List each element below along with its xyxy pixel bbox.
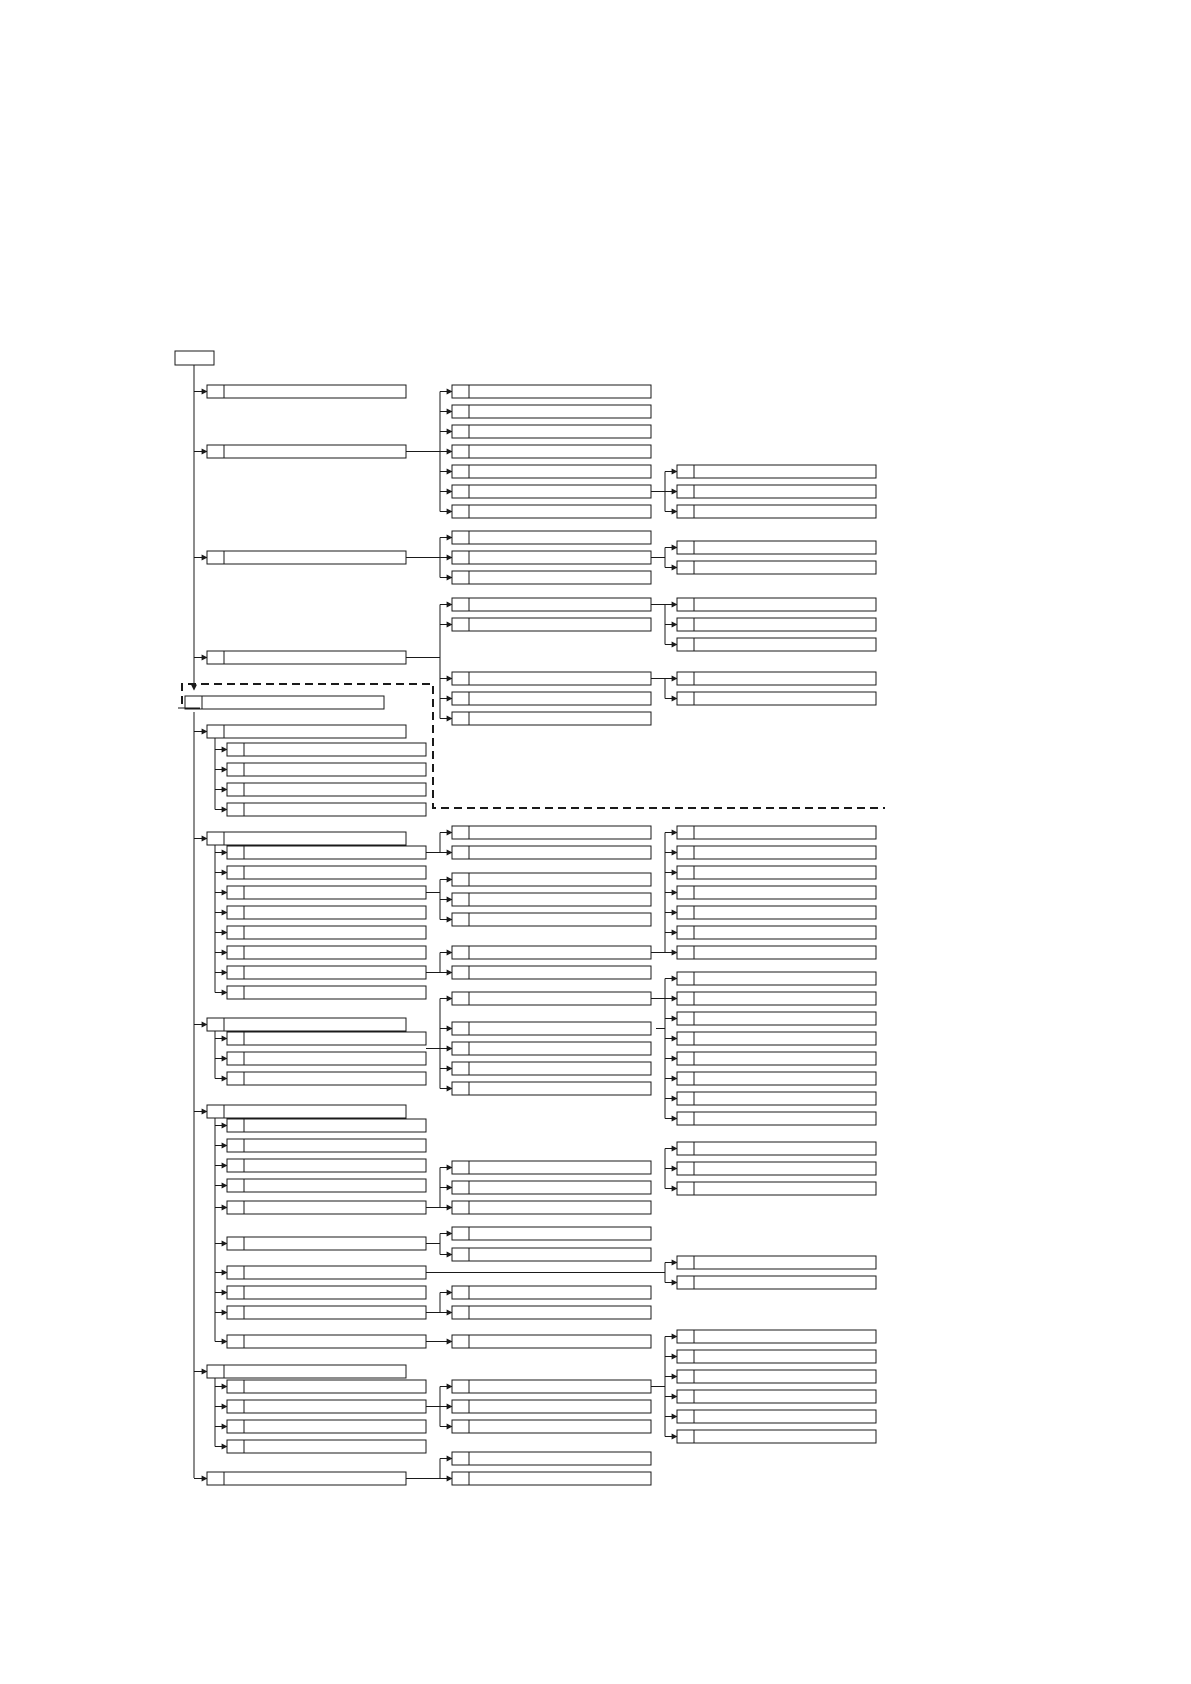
level4-node [677, 1112, 876, 1125]
level4-node [677, 1092, 876, 1105]
level1-node [207, 551, 406, 564]
level3-node [452, 913, 651, 926]
level3-node [452, 1380, 651, 1393]
level3-node [452, 465, 651, 478]
level2-node [227, 763, 426, 776]
level3-node [452, 873, 651, 886]
level2-node [227, 986, 426, 999]
level2-node [227, 1032, 426, 1045]
level3-node [452, 992, 651, 1005]
level3-node [452, 1022, 651, 1035]
level2-node [227, 783, 426, 796]
level3-node [452, 1400, 651, 1413]
level3-node [452, 1420, 651, 1433]
level4-node [677, 1142, 876, 1155]
level3-node [452, 893, 651, 906]
level4-node [677, 946, 876, 959]
level4-node [677, 505, 876, 518]
level3-node [452, 531, 651, 544]
level4-node [677, 1390, 876, 1403]
level2-node [227, 866, 426, 879]
level4-node [677, 1330, 876, 1343]
level2-node [227, 1286, 426, 1299]
level3-node [452, 551, 651, 564]
level2-node [227, 1179, 426, 1192]
level4-node [677, 1052, 876, 1065]
level4-node [677, 992, 876, 1005]
level3-node [452, 672, 651, 685]
level3-node [452, 385, 651, 398]
level2-node [227, 846, 426, 859]
level3-node [452, 946, 651, 959]
level2-node [227, 946, 426, 959]
level4-node [677, 1182, 876, 1195]
level3-node [452, 1335, 651, 1348]
level4-node [677, 926, 876, 939]
level4-node [677, 598, 876, 611]
level3-node [452, 712, 651, 725]
level4-node [677, 618, 876, 631]
level4-node [677, 1350, 876, 1363]
level2-node [227, 1072, 426, 1085]
level4-node [677, 541, 876, 554]
level4-node [677, 886, 876, 899]
level2-node [227, 1306, 426, 1319]
level2-node [227, 966, 426, 979]
level4-node [677, 906, 876, 919]
level1-node [207, 1018, 406, 1031]
level2-node [227, 906, 426, 919]
level1-node [207, 1365, 406, 1378]
level3-node [452, 692, 651, 705]
level3-node [452, 425, 651, 438]
level1-node [207, 445, 406, 458]
level2-node [227, 1335, 426, 1348]
level4-node [677, 1256, 876, 1269]
level4-node [677, 972, 876, 985]
level3-node [452, 1181, 651, 1194]
level1-node [207, 385, 406, 398]
level3-node [452, 1248, 651, 1261]
level4-node [677, 1370, 876, 1383]
level3-node [452, 966, 651, 979]
level4-node [677, 826, 876, 839]
level2-node [227, 1400, 426, 1413]
level3-node [452, 1201, 651, 1214]
level3-node [452, 1306, 651, 1319]
level3-node [452, 1062, 651, 1075]
level3-node [452, 618, 651, 631]
level3-node [452, 445, 651, 458]
level1-node [207, 651, 406, 664]
level3-node [452, 485, 651, 498]
level4-node [677, 1410, 876, 1423]
level4-node [677, 692, 876, 705]
level2-node [227, 1380, 426, 1393]
level3-node [452, 826, 651, 839]
level4-node [677, 672, 876, 685]
level1-node [207, 832, 406, 845]
level2-node [227, 1420, 426, 1433]
level1-node [207, 1472, 406, 1485]
level4-node [677, 638, 876, 651]
level2-node [227, 1440, 426, 1453]
level2-node [227, 1159, 426, 1172]
level1-node [207, 1105, 406, 1118]
level2-node [227, 1052, 426, 1065]
level2-node [227, 1237, 426, 1250]
level4-node [677, 465, 876, 478]
root-node [175, 351, 214, 365]
level4-node [677, 1162, 876, 1175]
level3-node [452, 571, 651, 584]
level1-node [207, 725, 406, 738]
level2-node [227, 1266, 426, 1279]
level4-node [677, 866, 876, 879]
level2-node [227, 1119, 426, 1132]
level2-node [227, 886, 426, 899]
level4-node [677, 846, 876, 859]
level4-node [677, 1276, 876, 1289]
level3-node [452, 846, 651, 859]
level4-node [677, 1012, 876, 1025]
level4-node [677, 485, 876, 498]
region-header-node [185, 696, 384, 709]
level3-node [452, 1286, 651, 1299]
node-layer [185, 385, 876, 1485]
level3-node [452, 1161, 651, 1174]
level2-node [227, 1201, 426, 1214]
level4-node [677, 561, 876, 574]
level3-node [452, 505, 651, 518]
level3-node [452, 405, 651, 418]
level4-node [677, 1072, 876, 1085]
level2-node [227, 803, 426, 816]
level3-node [452, 1472, 651, 1485]
level3-node [452, 1227, 651, 1240]
level3-node [452, 1042, 651, 1055]
level3-node [452, 1082, 651, 1095]
level2-node [227, 743, 426, 756]
level2-node [227, 926, 426, 939]
level3-node [452, 598, 651, 611]
level4-node [677, 1430, 876, 1443]
level3-node [452, 1452, 651, 1465]
level2-node [227, 1139, 426, 1152]
level4-node [677, 1032, 876, 1045]
